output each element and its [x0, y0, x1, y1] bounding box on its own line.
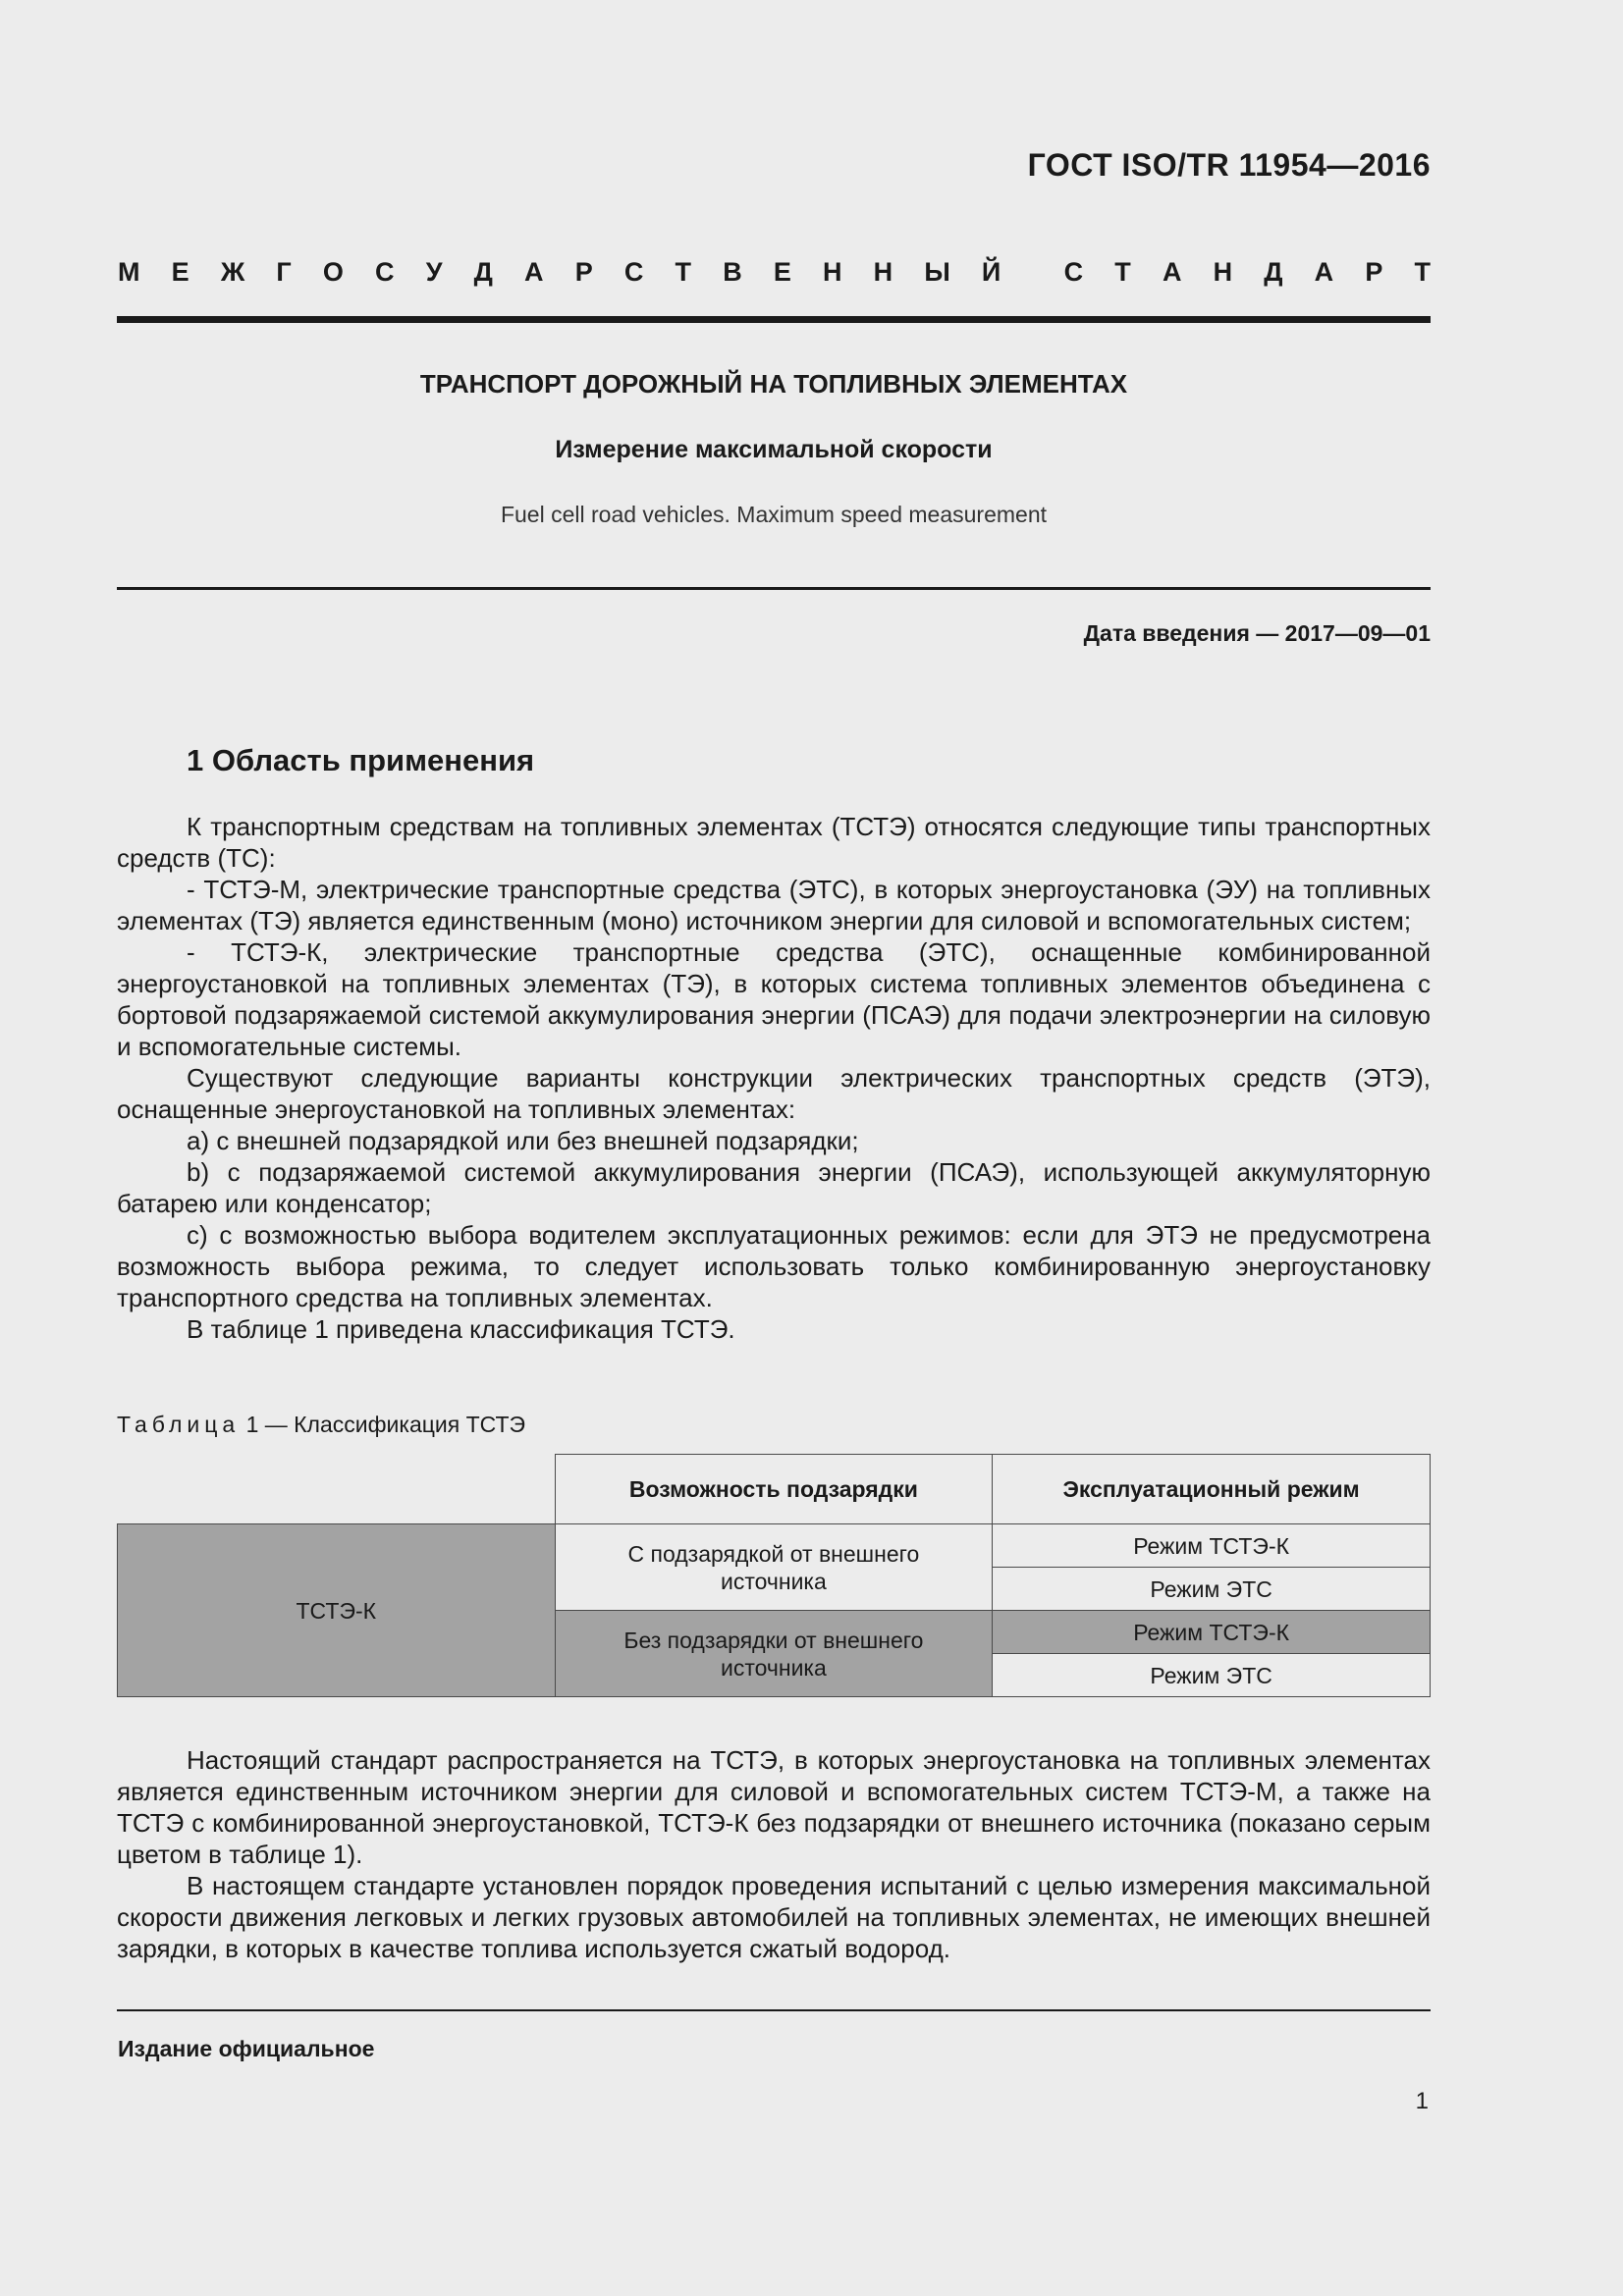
- table-header-mode: Эксплуатационный режим: [993, 1455, 1431, 1524]
- heading-letter: Т: [1114, 257, 1131, 287]
- section-text-1: [117, 811, 1431, 1345]
- table-cell-mode: Режим ТСТЭ-К: [993, 1611, 1431, 1654]
- heading-letter: Н: [873, 257, 893, 287]
- heading-letter: Ы: [924, 257, 950, 287]
- classification-table: [117, 1454, 1431, 1697]
- page-number: 1: [1415, 2088, 1429, 2114]
- list-item: c) с возможностью выбора водителем эксплуатационных режимов: если для ЭТЭ не предусмотрена возможность выбора режима, то следует использовать только комбинированную энергоустановку транспортного средства на топливных элементах.: [117, 1220, 1431, 1312]
- heading-letter: В: [723, 257, 742, 287]
- footer-rule: [117, 2009, 1431, 2011]
- table-cell-vehicle-type: ТСТЭ-К: [118, 1524, 556, 1697]
- heading-letter: С: [1063, 257, 1084, 287]
- heading-letter: Н: [1213, 257, 1233, 287]
- paragraph: - ТСТЭ-К, электрические транспортные средства (ЭТС), оснащенные комбинированной энергоустановкой на топливных элементах (ТЭ), в которых система топливных элементов объединена с бортовой подзаряжаемой системой аккумулирования энергии (ПСАЭ) для подачи электроэнергии на силовую и вспомогательные системы.: [117, 937, 1431, 1061]
- table-caption-label: Таблица: [117, 1412, 241, 1437]
- heading-letter: С: [623, 257, 644, 287]
- heading-letter: Т: [1414, 257, 1431, 287]
- table-cell-mode: Режим ЭТС: [993, 1654, 1431, 1697]
- table-row: [118, 1524, 1431, 1568]
- heading-letter: Н: [823, 257, 842, 287]
- paragraph: - ТСТЭ-М, электрические транспортные средства (ЭТС), в которых энергоустановка (ЭУ) на топливных элементах (ТЭ) является единственным (моно) источником энергии для силовой и вспомогательных систем;: [117, 875, 1431, 935]
- heading-letter: Р: [1365, 257, 1383, 287]
- heading-letter: Е: [773, 257, 791, 287]
- heading-letter: А: [524, 257, 544, 287]
- heading-letter: Е: [171, 257, 189, 287]
- heading-letter: С: [375, 257, 395, 287]
- table-cell-charging: Без подзарядки от внешнего источника: [555, 1611, 993, 1697]
- heading-letter: О: [322, 257, 344, 287]
- paragraph: Существуют следующие варианты конструкции электрических транспортных средств (ЭТЭ), оснащенные энергоустановкой на топливных элементах:: [117, 1063, 1431, 1124]
- english-title: Fuel cell road vehicles. Maximum speed measurement: [500, 502, 1048, 527]
- table-cell-mode: Режим ЭТС: [993, 1568, 1431, 1611]
- table-corner-cell: [118, 1455, 556, 1524]
- official-edition-label: Издание официальное: [118, 2036, 375, 2061]
- table-cell-charging: С подзарядкой от внешнего источника: [555, 1524, 993, 1611]
- document-number: ГОСТ ISO/TR 11954—2016: [1027, 147, 1431, 183]
- heading-letter: Т: [675, 257, 692, 287]
- title-rule: [117, 587, 1431, 590]
- heading-letter: У: [425, 257, 443, 287]
- header-rule: [117, 316, 1431, 323]
- section-text-2: [117, 1744, 1431, 1964]
- heading-letter: Г: [276, 257, 292, 287]
- list-item: b) с подзаряжаемой системой аккумулирования энергии (ПСАЭ), использующей аккумуляторную батарею или конденсатор;: [117, 1157, 1431, 1218]
- table-header-charging: Возможность подзарядки: [555, 1455, 993, 1524]
- standard-type-heading: [118, 257, 1431, 288]
- heading-letter: А: [1162, 257, 1182, 287]
- paragraph: В таблице 1 приведена классификация ТСТЭ.: [187, 1314, 735, 1344]
- table-caption-text: 1 — Классификация ТСТЭ: [245, 1412, 526, 1437]
- section-heading: 1 Область применения: [187, 743, 535, 777]
- paragraph: К транспортным средствам на топливных элементах (ТСТЭ) относятся следующие типы транспортных средств (ТС):: [117, 812, 1431, 873]
- heading-letter: М: [118, 257, 140, 287]
- heading-letter: Д: [473, 257, 493, 287]
- heading-letter: Й: [981, 257, 1001, 287]
- table-caption: [117, 1412, 525, 1438]
- heading-letter: Р: [574, 257, 593, 287]
- document-title: ТРАНСПОРТ ДОРОЖНЫЙ НА ТОПЛИВНЫХ ЭЛЕМЕНТАХ: [419, 369, 1128, 399]
- table-cell-mode: Режим ТСТЭ-К: [993, 1524, 1431, 1568]
- paragraph: Настоящий стандарт распространяется на ТСТЭ, в которых энергоустановка на топливных элементах является единственным источником энергии для силовой и вспомогательных систем ТСТЭ-М, а также на ТСТЭ с комбинированной энергоустановкой, ТСТЭ-К без подзарядки от внешнего источника (показано серым цветом в таблице 1).: [117, 1745, 1431, 1869]
- table-header-row: [118, 1455, 1431, 1524]
- heading-letter: А: [1314, 257, 1334, 287]
- paragraph: В настоящем стандарте установлен порядок проведения испытаний с целью измерения максимальной скорости движения легковых и легких грузовых автомобилей на топливных элементах, не имеющих внешней зарядки, в которых в качестве топлива используется сжатый водород.: [117, 1871, 1431, 1963]
- heading-letter: Ж: [220, 257, 245, 287]
- heading-letter: Д: [1264, 257, 1283, 287]
- introduction-date: Дата введения — 2017—09—01: [1083, 620, 1431, 646]
- list-item: a) с внешней подзарядкой или без внешней подзарядки;: [187, 1126, 859, 1155]
- document-subtitle: Измерение максимальной скорости: [555, 436, 993, 463]
